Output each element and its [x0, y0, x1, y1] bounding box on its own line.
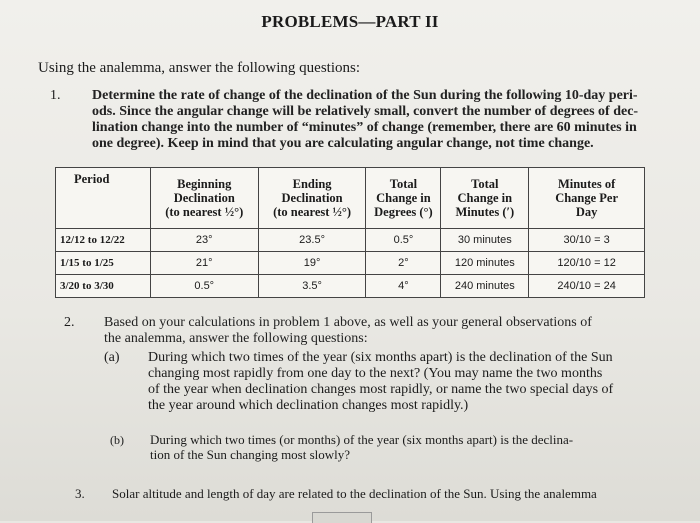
- table-row: [56, 252, 645, 275]
- header-ending-declination: Ending Declination (to nearest ½°): [258, 168, 366, 229]
- q1-line: one degree). Keep in mind that you are calculating angular change, not time change.: [92, 136, 594, 151]
- q2b-line: tion of the Sun changing most slowly?: [150, 447, 351, 462]
- q2b-label: (b): [110, 433, 124, 447]
- declination-table: [55, 167, 645, 298]
- intro-text: Using the analemma, answer the following questions:: [38, 60, 361, 76]
- q1-line: Determine the rate of change of the declination of the Sun during the following 10-day peri-: [92, 88, 638, 103]
- q3-text: Solar altitude and length of day are related to the declination of the Sun. Using the analemma: [112, 486, 597, 501]
- cell-degrees: 0.5°: [366, 229, 441, 252]
- table-row: [56, 275, 645, 298]
- cell-per-day: 240/10 = 24: [529, 275, 645, 298]
- cell-minutes: 120 minutes: [441, 252, 529, 275]
- q2a-line: of the year when declination changes most rapidly, or name the two special days of: [148, 382, 614, 397]
- header-total-degrees: Total Change in Degrees (°): [366, 168, 441, 229]
- q1-line: lination change into the number of “minutes” of change (remember, there are 60 minutes in: [92, 120, 637, 135]
- cell-minutes: 240 minutes: [441, 275, 529, 298]
- q2a-line: the year around which declination changes most rapidly.): [148, 398, 469, 413]
- header-beginning-declination: Beginning Declination (to nearest ½°): [150, 168, 258, 229]
- cell-per-day: 30/10 = 3: [529, 229, 645, 252]
- q2b-line: During which two times (or months) of the year (six months apart) is the declina-: [150, 432, 574, 447]
- q2a-line: During which two times of the year (six months apart) is the declination of the Sun: [148, 350, 613, 365]
- cell-period: 1/15 to 1/25: [56, 252, 151, 275]
- page-title: PROBLEMS—PART II: [261, 12, 439, 31]
- cell-ending: 23.5°: [258, 229, 366, 252]
- cell-period: 3/20 to 3/30: [56, 275, 151, 298]
- q2a-line: changing most rapidly from one day to the next? (You may name the two months: [148, 366, 603, 381]
- cell-beginning: 0.5°: [150, 275, 258, 298]
- header-minutes-per-day: Minutes of Change Per Day: [529, 168, 645, 229]
- cell-ending: 3.5°: [258, 275, 366, 298]
- cell-beginning: 23°: [150, 229, 258, 252]
- q1-line: ods. Since the angular change will be relatively small, convert the number of degrees of dec-: [92, 104, 639, 119]
- q1-text: [92, 88, 652, 152]
- table-row: [56, 229, 645, 252]
- cell-per-day: 120/10 = 12: [529, 252, 645, 275]
- cell-period: 12/12 to 12/22: [56, 229, 151, 252]
- q2a-text: [148, 350, 648, 414]
- q2-line: Based on your calculations in problem 1 above, as well as your general observations of: [104, 315, 592, 330]
- page-tab: [312, 512, 372, 523]
- cell-ending: 19°: [258, 252, 366, 275]
- q2b-text: [150, 432, 650, 462]
- q2-number: 2.: [64, 315, 75, 330]
- cell-degrees: 2°: [366, 252, 441, 275]
- table-header-row: [56, 168, 645, 229]
- cell-minutes: 30 minutes: [441, 229, 529, 252]
- q3-number: 3.: [75, 486, 85, 501]
- q1-number: 1.: [50, 88, 61, 103]
- q2-line: the analemma, answer the following questions:: [104, 331, 368, 346]
- cell-beginning: 21°: [150, 252, 258, 275]
- cell-degrees: 4°: [366, 275, 441, 298]
- header-total-minutes: Total Change in Minutes (′): [441, 168, 529, 229]
- header-period: Period: [56, 168, 151, 229]
- q2a-label: (a): [104, 350, 120, 365]
- q2-text: [104, 315, 664, 347]
